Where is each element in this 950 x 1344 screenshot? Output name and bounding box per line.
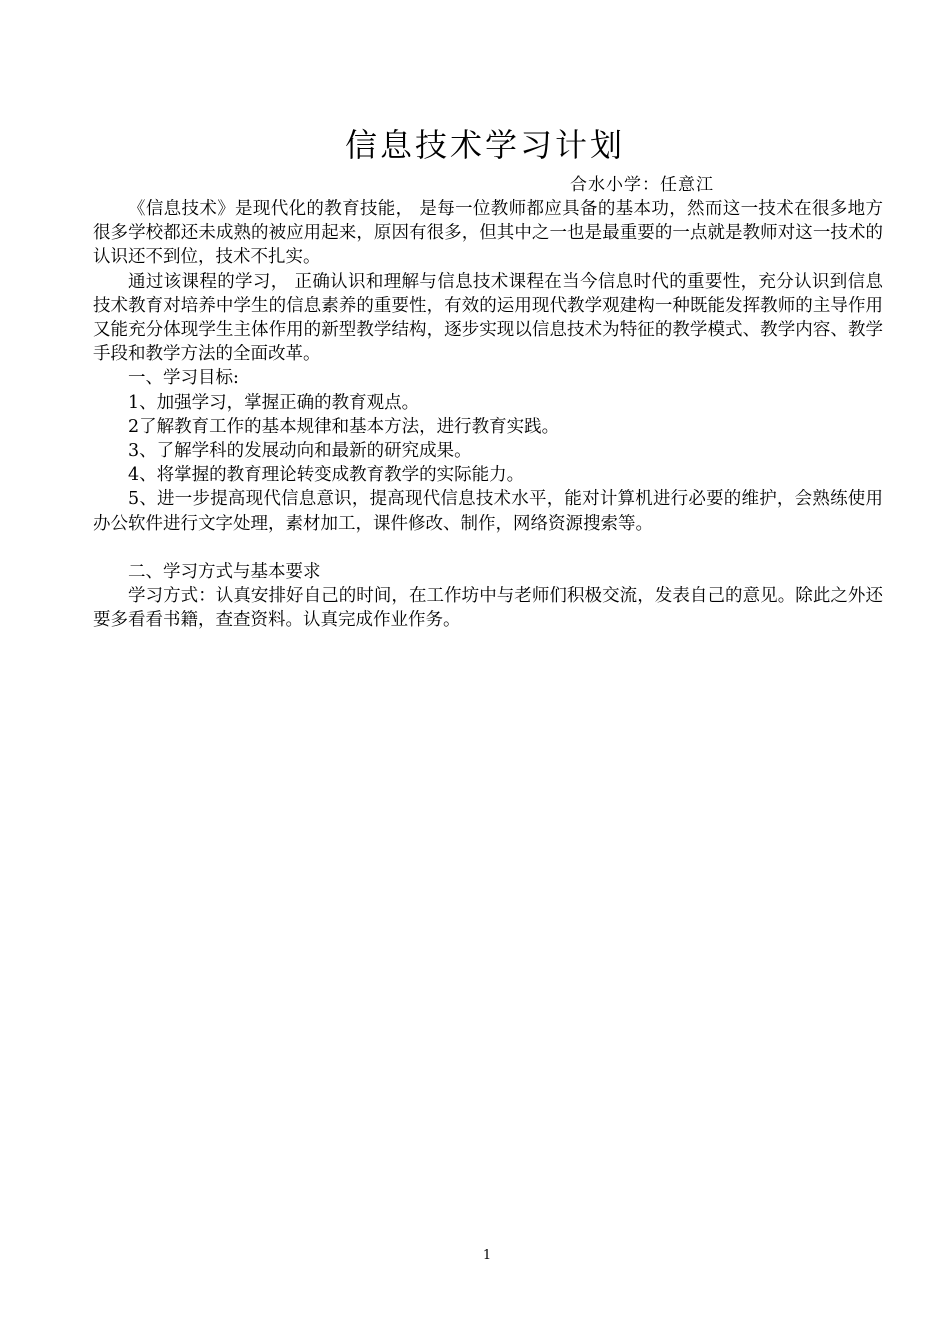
goal-item-4: 4、将掌握的教育理论转变成教育教学的实际能力。: [128, 465, 525, 486]
goal-item-3: 3、了解学科的发展动向和最新的研究成果。: [128, 441, 472, 462]
section-heading-methods: 二、学习方式与基本要求: [128, 561, 321, 582]
intro-paragraph: 《信息技术》是现代化的教育技能， 是每一位教师都应具备的基本功，然而这一技术在很多地方很多学校都还未成熟的被应用起来，原因有很多，但其中之一也是最重要的一点就是教师对这一技术的认识还不到位，技术不扎实。: [93, 199, 883, 268]
goal-item-2: 2了解教育工作的基本规律和基本方法，进行教育实践。: [128, 416, 560, 437]
methods-paragraph: 学习方式：认真安排好自己的时间，在工作坊中与老师们积极交流，发表自己的意见。除此之外还要多看看书籍，查查资料。认真完成作业作务。: [93, 586, 883, 631]
goal-item-5: 5、进一步提高现代信息意识，提高现代信息技术水平，能对计算机进行必要的维护，会熟练使用办公软件进行文字处理，素材加工，课件修改、制作，网络资源搜索等。: [93, 489, 883, 534]
page-number: 1: [482, 1248, 492, 1263]
goal-item-1: 1、加强学习，掌握正确的教育观点。: [128, 392, 420, 413]
document-title: 信息技术学习计划: [344, 126, 625, 164]
author-byline: 合水小学：任意江: [570, 175, 714, 195]
purpose-paragraph: 通过该课程的学习， 正确认识和理解与信息技术课程在当今信息时代的重要性，充分认识到信息技术教育对培养中学生的信息素养的重要性，有效的运用现代教学观建构一种既能发挥教师的主导作用又能充分体现学生主体作用的新型教学结构，逐步实现以信息技术为特征的教学模式、教学内容、教学手段和教学方法的全面改革。: [93, 271, 883, 365]
section-heading-goals: 一、学习目标:: [128, 368, 239, 389]
document-body: [93, 197, 883, 632]
